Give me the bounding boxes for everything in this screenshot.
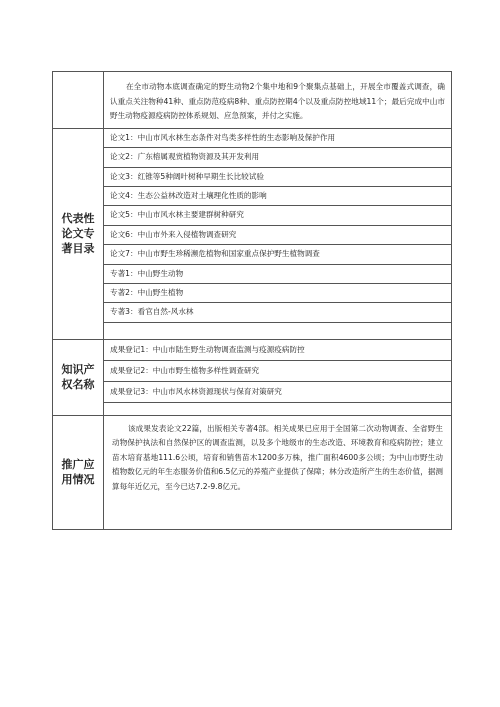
list-item: 论文3：红锥等5种阔叶树种早期生长比较试验 (110, 171, 264, 181)
list-item: 专著1：中山野生动物 (110, 268, 184, 278)
blank-row (104, 323, 451, 339)
ip-list-cell (104, 339, 452, 415)
list-item: 论文4：生态公益林改造对土壤理化性质的影响 (110, 190, 267, 200)
intro-text-cell (104, 72, 452, 129)
list-item: 论文2：广东榕属观赏植物资源及其开发利用 (110, 152, 260, 162)
works-label: 代表性论文专著目录 (53, 128, 104, 339)
promotion-row (53, 415, 452, 529)
promotion-label: 推广应用情况 (53, 415, 104, 529)
list-item: 论文6：中山市外来入侵植物调查研究 (110, 229, 237, 239)
ip-label: 知识产权名称 (53, 339, 104, 415)
works-list (104, 129, 451, 339)
list-item: 成果登记3：中山市风水林资源现状与保育对策研究 (110, 386, 282, 396)
intro-paragraph: 在全市动物本底调查确定的野生动物2个集中地和9个聚集点基础上，开展全市覆盖式调查，确认重点关注物种41种、重点防范疫病8种、重点防控期4个以及重点防控地域11个；最后完成中山市野生动物疫源疫病防控体系规划、应急预案，并付之实施。 (110, 82, 445, 121)
ip-row (53, 339, 452, 415)
list-item: 论文5：中山市风水林主要建群树种研究 (110, 210, 244, 220)
list-item: 专著2：中山野生植物 (110, 287, 184, 297)
list-item: 专著3：看官自然-风水林 (110, 307, 194, 317)
works-row (53, 128, 452, 339)
list-item: 论文7：中山市野生珍稀濒危植物和国家重点保护野生植物调查 (110, 249, 320, 259)
list-item: 论文1：中山市风水林生态条件对鸟类多样性的生态影响及保护作用 (110, 132, 336, 142)
intro-row (53, 72, 452, 129)
promotion-text-cell (104, 415, 452, 529)
list-item: 成果登记1：中山市陆生野生动物调查监测与疫源疫病防控 (110, 344, 305, 354)
works-list-cell (104, 128, 452, 339)
promotion-paragraph: 该成果发表论文22篇，出版相关专著4部。相关成果已应用于全国第二次动物调查、全省野生动物保护执法和自然保护区的调查监测，以及多个地级市的生态改造、环境教育和疫病防控；建立苗木培育基地111.6公顷，培育和销售苗木1200多万株，推广面积4600多公顷；为中山市野生动植物数亿元的年生态服务价值和6.5亿元的养殖产业提供了保障；林分改造所产生的生态价值，据测算每年近亿元，至今已达7.2-9.8亿元。 (112, 423, 444, 492)
blank-space (104, 499, 451, 529)
intro-label-cell (53, 72, 104, 129)
achievement-table (52, 71, 452, 530)
list-item: 成果登记2：中山市野生植物多样性调查研究 (110, 365, 260, 375)
ip-list (104, 340, 451, 415)
blank-row (104, 403, 451, 415)
